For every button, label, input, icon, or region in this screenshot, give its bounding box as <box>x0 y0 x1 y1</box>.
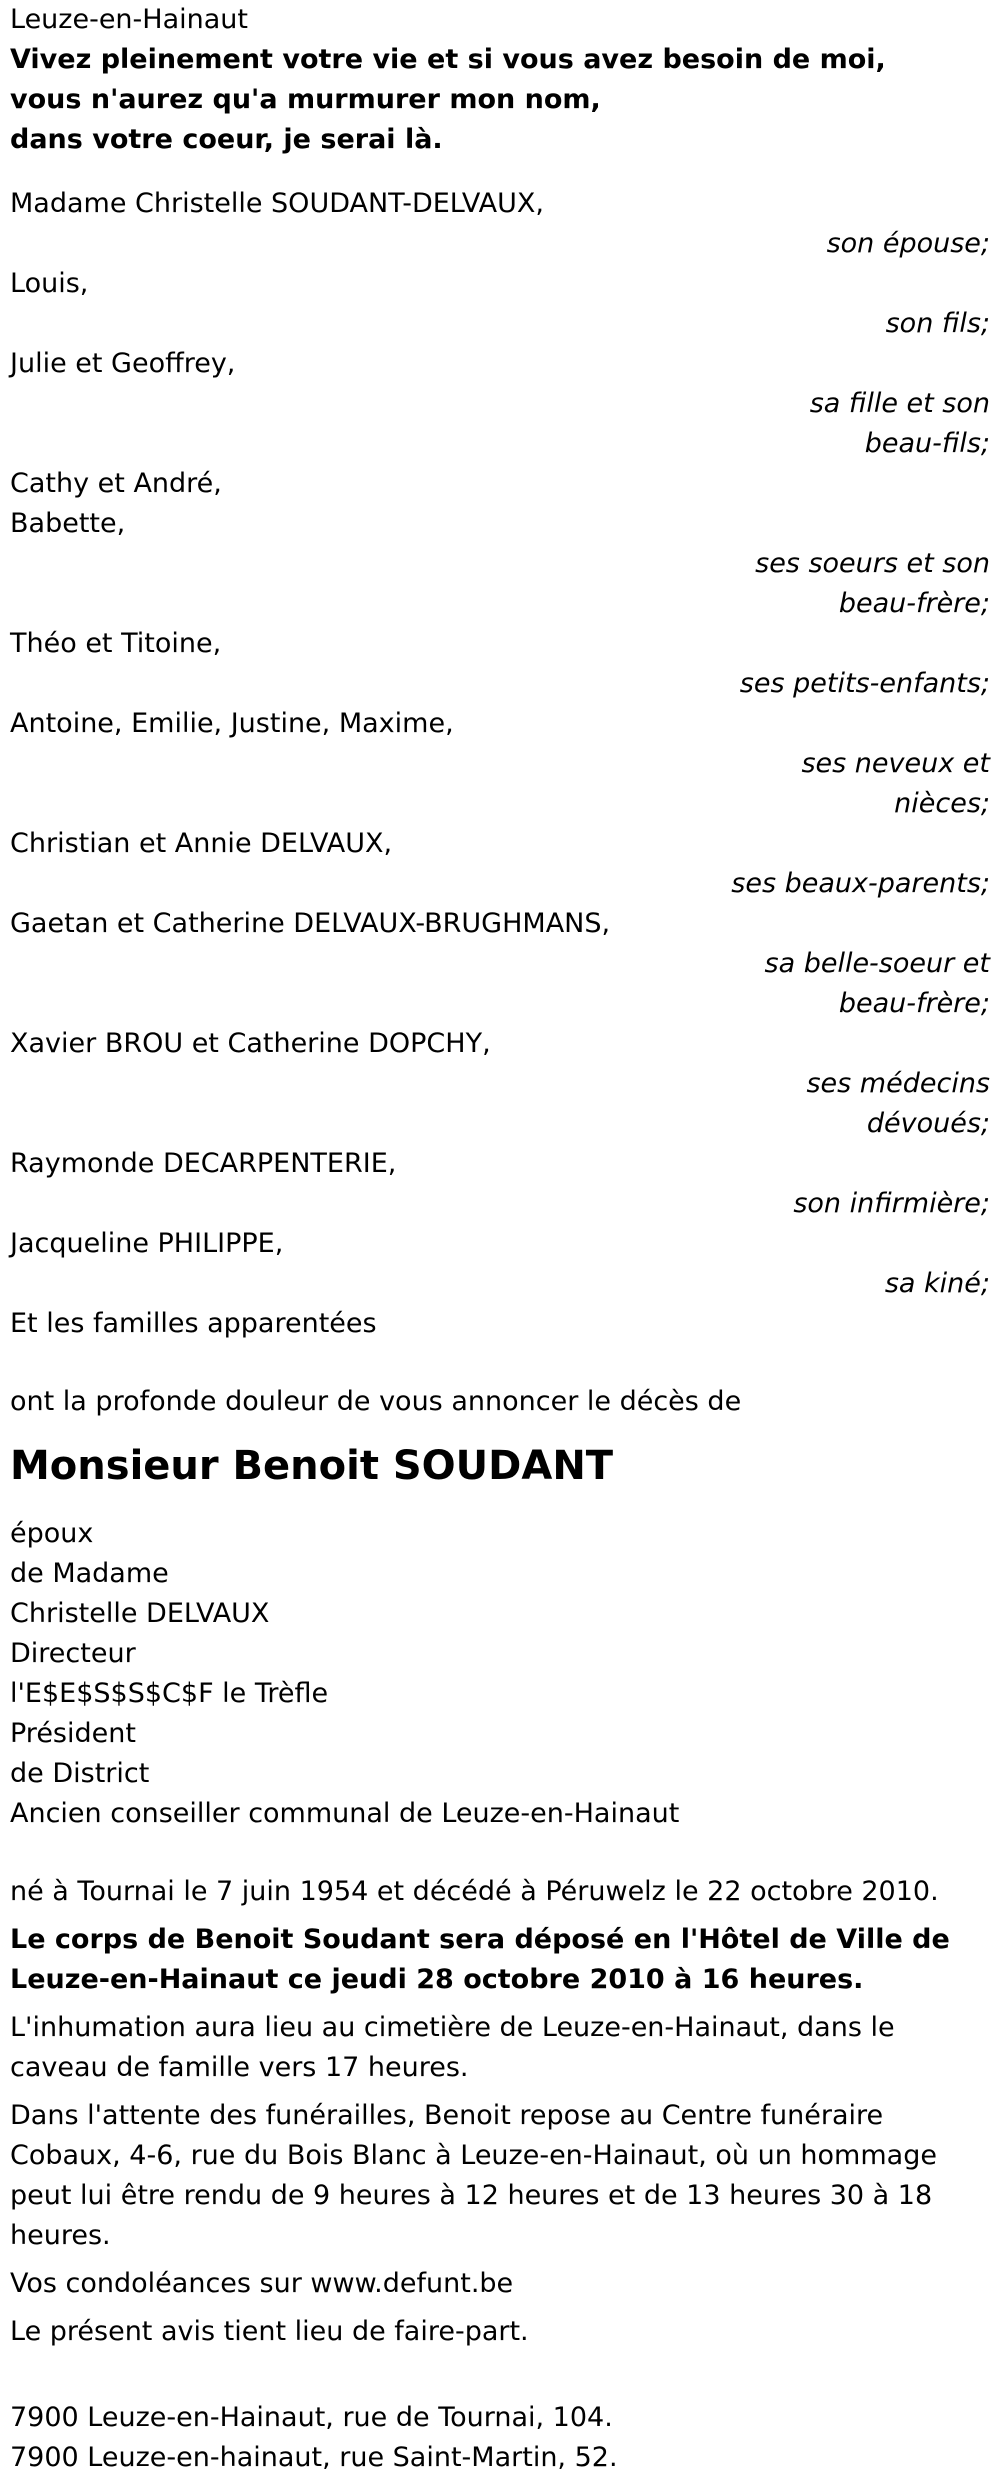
family-relation: ses soeurs et son <box>755 548 990 579</box>
detail-line: Christelle DELVAUX <box>10 1598 270 1629</box>
family-name: Julie et Geoffrey, <box>10 348 236 379</box>
family-relation: son infirmière; <box>793 1188 990 1219</box>
family-name: Babette, <box>10 508 126 539</box>
family-relation: beau-frère; <box>838 988 990 1019</box>
birth-death-text: né à Tournai le 7 juin 1954 et décédé à Péruwelz le 22 octobre 2010. <box>10 1876 939 1907</box>
address-line: 7900 Leuze-en-Hainaut, rue de Tournai, 104. <box>10 2402 613 2433</box>
detail-line: Ancien conseiller communal de Leuze-en-Hainaut <box>10 1798 680 1829</box>
place-name: Leuze-en-Hainaut <box>10 4 248 35</box>
family-name: Cathy et André, <box>10 468 222 499</box>
family-relation: ses beaux-parents; <box>731 868 990 899</box>
families-related: Et les familles apparentées <box>10 1308 377 1339</box>
family-relation: sa belle-soeur et <box>764 948 990 979</box>
family-name: Raymonde DECARPENTERIE, <box>10 1148 397 1179</box>
poem-line-1: Vivez pleinement votre vie et si vous avez besoin de moi, <box>10 44 886 75</box>
family-relation: ses petits-enfants; <box>739 668 990 699</box>
notice-text: Le présent avis tient lieu de faire-part. <box>10 2316 529 2347</box>
family-name: Christian et Annie DELVAUX, <box>10 828 393 859</box>
family-name: Jacqueline PHILIPPE, <box>10 1228 284 1259</box>
burial-text: L'inhumation aura lieu au cimetière de Leuze-en-Hainaut, dans le caveau de famille vers 17 heures. <box>10 2012 895 2083</box>
detail-line: Directeur <box>10 1638 136 1669</box>
address-line: 7900 Leuze-en-hainaut, rue Saint-Martin, 52. <box>10 2442 618 2473</box>
condolences-text: Vos condoléances sur www.defunt.be <box>10 2268 514 2299</box>
deceased-name: Monsieur Benoit SOUDANT <box>10 1443 614 1489</box>
family-name: Théo et Titoine, <box>10 628 222 659</box>
detail-line: Président <box>10 1718 136 1749</box>
family-relation: son épouse; <box>826 228 990 259</box>
family-relation: dévoués; <box>866 1108 990 1139</box>
family-relation: beau-fils; <box>864 428 990 459</box>
family-relation: beau-frère; <box>838 588 990 619</box>
poem-line-3: dans votre coeur, je serai là. <box>10 124 443 155</box>
family-name: Xavier BROU et Catherine DOPCHY, <box>10 1028 491 1059</box>
detail-line: de Madame <box>10 1558 169 1589</box>
family-relation: ses neveux et <box>801 748 990 779</box>
detail-line: époux <box>10 1518 94 1549</box>
family-relation: ses médecins <box>806 1068 990 1099</box>
family-name: Gaetan et Catherine DELVAUX-BRUGHMANS, <box>10 908 611 939</box>
family-relation: sa kiné; <box>884 1268 990 1299</box>
announcement-text: ont la profonde douleur de vous annoncer le décès de <box>10 1386 742 1417</box>
detail-line: de District <box>10 1758 150 1789</box>
family-name: Madame Christelle SOUDANT-DELVAUX, <box>10 188 544 219</box>
viewing-text: Dans l'attente des funérailles, Benoit repose au Centre funéraire Cobaux, 4-6, rue du Bois Blanc à Leuze-en-Hainaut, où un hommage peut lui être rendu de 9 heures à 12 heures et de 13 heures 30 à 18 heures. <box>10 2100 937 2251</box>
family-name: Antoine, Emilie, Justine, Maxime, <box>10 708 454 739</box>
family-relation: nièces; <box>894 788 990 819</box>
detail-line: l'E$E$S$S$C$F le Trèfle <box>10 1678 329 1709</box>
family-relation: son fils; <box>885 308 990 339</box>
family-name: Louis, <box>10 268 89 299</box>
body-notice-text: Le corps de Benoit Soudant sera déposé en l'Hôtel de Ville de Leuze-en-Hainaut ce jeudi 28 octobre 2010 à 16 heures. <box>10 1924 950 1995</box>
family-list <box>10 184 990 1344</box>
deceased-details <box>10 1514 990 1834</box>
family-relation: sa fille et son <box>809 388 990 419</box>
poem-line-2: vous n'aurez qu'a murmurer mon nom, <box>10 84 601 115</box>
